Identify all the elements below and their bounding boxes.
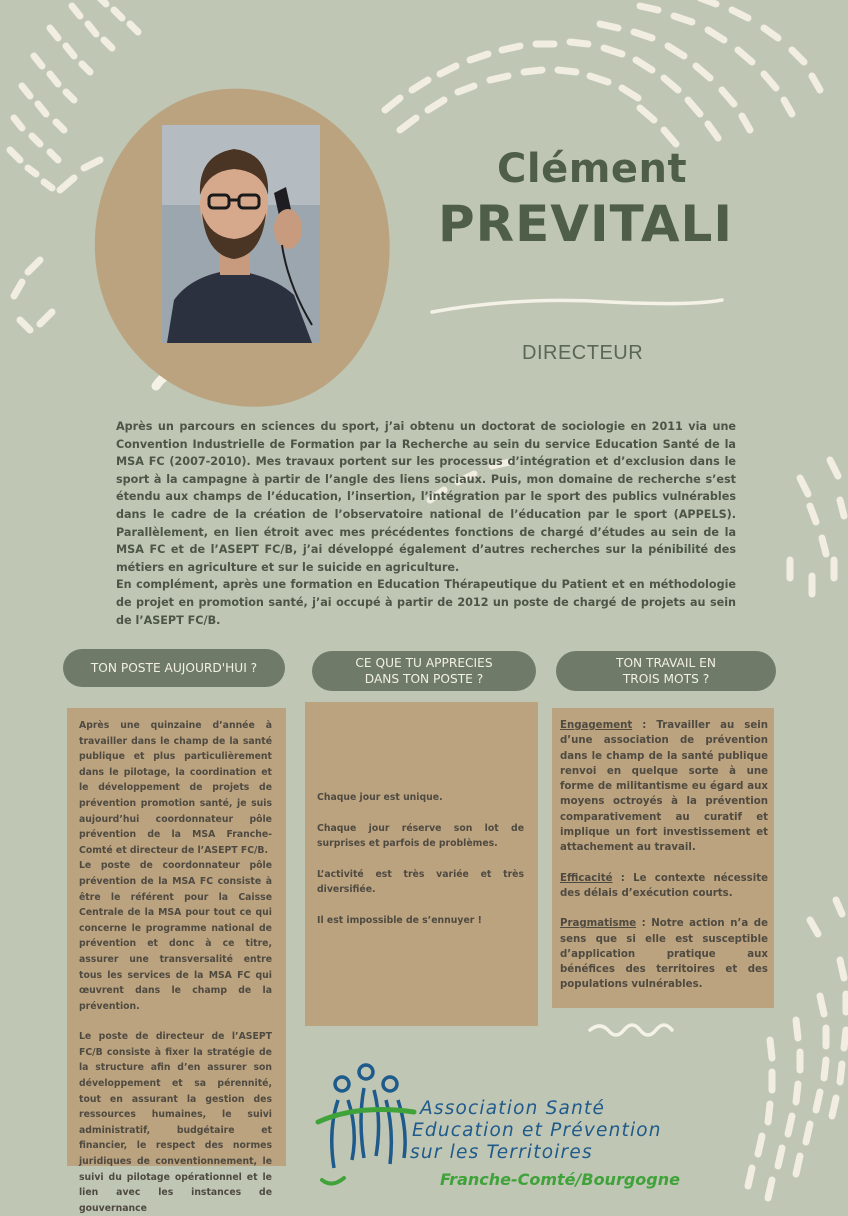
- apprecies-paragraph: Chaque jour réserve son lot de surprises et parfois de problèmes.: [317, 822, 524, 850]
- first-name: Clément: [497, 146, 688, 192]
- word-text: : Le contexte nécessite des délais d’exécution courts.: [560, 872, 768, 899]
- last-name: PREVITALI: [438, 195, 733, 253]
- logo-text: [410, 1098, 662, 1164]
- apprecies-paragraph: L’activité est très variée et très diversifiée.: [317, 868, 524, 896]
- heading-poste: [63, 649, 285, 687]
- box-trois-mots: [552, 708, 774, 1008]
- word-item: [560, 916, 768, 992]
- heading-poste-label: TON POSTE AUJOURD'HUI ?: [90, 661, 258, 675]
- logo-line: Education et Prévention: [412, 1120, 662, 1141]
- heading-apprecies-line2: DANS TON POSTE ?: [364, 672, 484, 686]
- box-apprecies: [305, 702, 538, 1026]
- heading-apprecies: [312, 651, 536, 691]
- word-item: [560, 718, 768, 856]
- box-poste: [67, 708, 286, 1214]
- apprecies-paragraph: Chaque jour est unique.: [317, 792, 443, 803]
- profile-photo: [162, 125, 320, 343]
- heading-trois-mots: [556, 651, 776, 691]
- logo-region: Franche-Comté/Bourgogne: [440, 1170, 680, 1189]
- role-title: DIRECTEUR: [522, 342, 644, 364]
- apprecies-paragraph: Il est impossible de s’ennuyer !: [317, 914, 482, 926]
- intro-text: [116, 418, 736, 629]
- word-term: Efficacité: [560, 872, 613, 884]
- heading-apprecies-line1: CE QUE TU APPRECIES: [355, 656, 493, 670]
- word-text: : Notre action n’a de sens que si elle est susceptible d’application pratique aux bénéfices des territoires et des populations vulnérables.: [560, 918, 768, 991]
- poste-paragraph: Le poste de directeur de l’ASEPT FC/B consiste à fixer la stratégie de la structure afin d’en assurer son développement et sa pérennité, tout en assurant la gestion des ressources humaines, le suivi administratif, budgétaire et financier, le respect des normes juridiques de conventionnement, le suivi du pilotage opérationnel et le lien avec les instances de gouvernance: [79, 1031, 272, 1214]
- poste-paragraph: Après une quinzaine d’année à travailler dans le champ de la santé publique et plus particulièrement dans le pilotage, la coordination et le développement de projets de prévention promotion santé, je suis aujourd’hui coordonnateur pôle prévention de la MSA Franche-Comté et directeur de l’ASEPT FC/B.: [79, 720, 272, 856]
- word-item: [560, 871, 768, 902]
- heading-trois-mots-line1: TON TRAVAIL EN: [616, 656, 716, 670]
- heading-trois-mots-line2: TROIS MOTS ?: [622, 672, 710, 686]
- logo-line: sur les Territoires: [410, 1142, 593, 1163]
- logo-line: Association Santé: [420, 1098, 606, 1119]
- intro-paragraph: En complément, après une formation en Education Thérapeutique du Patient et en méthodologie de projet en promotion santé, j’ai occupé à partir de 2012 un poste de chargé de projets au sein de l’ASEPT FC/B.: [116, 578, 736, 627]
- word-text: : Travailler au sein d’une association de prévention dans le champ de la santé publique renvoi en quelque sorte à une forme de militantisme eu égard aux moyens octroyés à la prévention comparativement au curatif et implique un fort investissement et attachement au travail.: [560, 720, 768, 854]
- word-term: Engagement: [560, 720, 633, 731]
- poste-paragraph: Le poste de coordonnateur pôle prévention de la MSA FC consiste à être le référent pour la Caisse Centrale de la MSA pour tout ce qui concerne le programme national de prévention et donc à ce titre, assurer une transversalité entre tous les services de la MSA FC qui œuvrent dans le champ de la prévention.: [79, 860, 272, 1012]
- word-term: Pragmatisme: [560, 918, 637, 930]
- intro-paragraph: Après un parcours en sciences du sport, j’ai obtenu un doctorat de sociologie en 2011 via une Convention Industrielle de Formation par la Recherche au sein du service Education Santé de la MSA FC (2007-2010). Mes travaux portent sur les processus d’intégration et d’exclusion dans le sport à la campagne à partir de l’angle des liens sociaux. Puis, mon domaine de recherche s’est étendu aux champs de l’éducation, l’insertion, l’intégration par le sport des publics vulnérables dans le cadre de la création de l’observatoire national de l’éducation par le sport (APPELS). Parallèlement, en lien étroit avec mes précédentes fonctions de chargé d’études au sein de la MSA FC et de l’ASEPT FC/B, j’ai développé également d’autres recherches sur la pénibilité des métiers en agriculture et sur le suicide en agriculture.: [116, 420, 736, 574]
